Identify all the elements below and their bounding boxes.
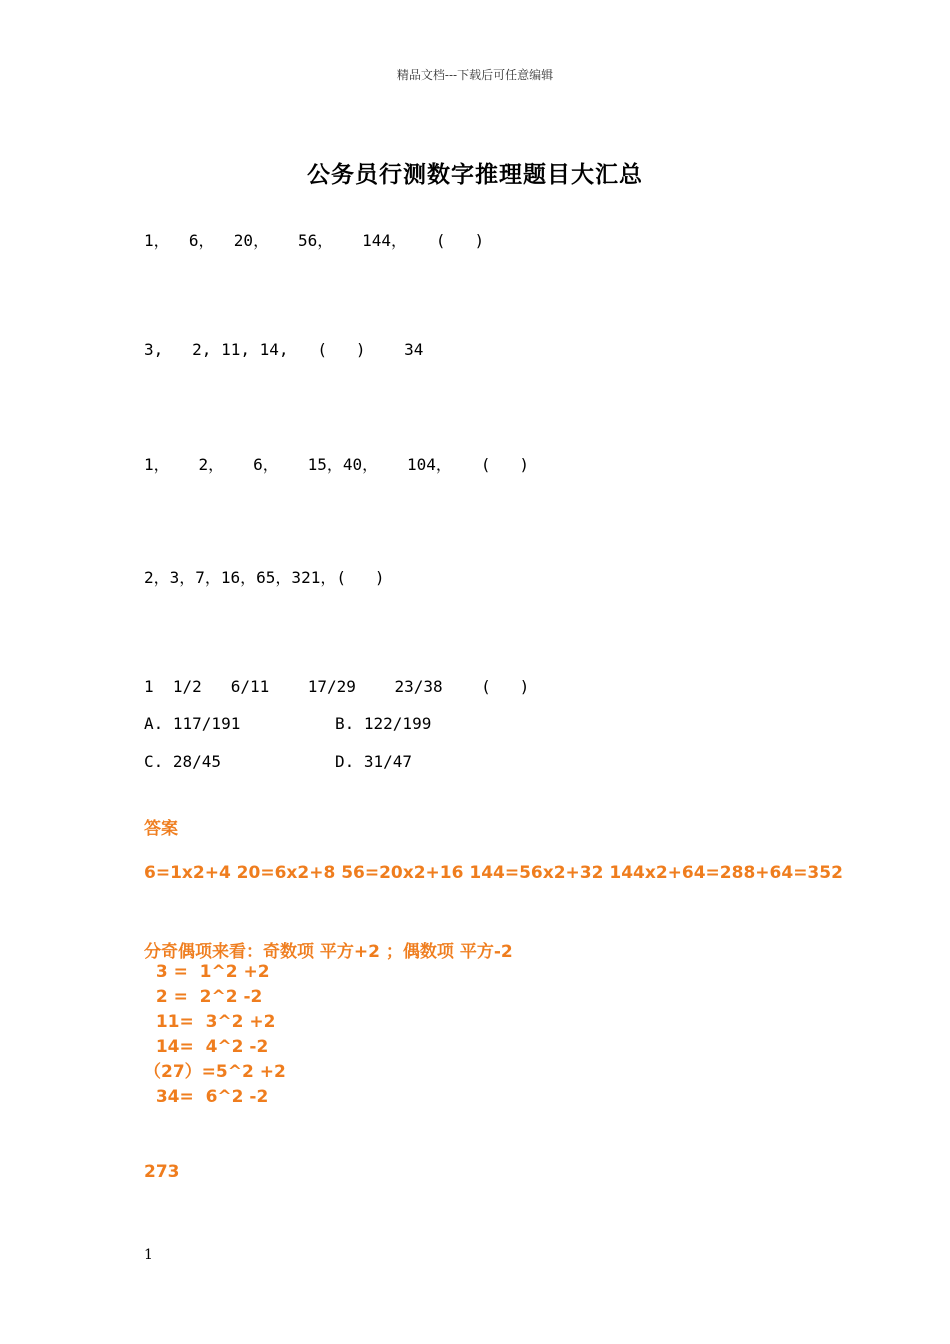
question-4: 2，3，7，16，65，321，( ) [144,568,385,587]
answer-q2-intro: 分奇偶项来看：奇数项 平方+2 ；偶数项 平方-2 [144,942,513,962]
answer-q2-line: 11= 3^2 +2 [144,1012,276,1032]
option-a: A. 117/191 [144,714,241,733]
question-1: 1， 6， 20， 56， 144， ( ) [144,231,485,250]
question-5: 1 1/2 6/11 17/29 23/38 ( ) [144,677,530,696]
answer-q2-line: （27）=5^2 +2 [144,1062,286,1082]
document-title: 公务员行测数字推理题目大汇总 [307,162,643,188]
option-d: D. 31/47 [335,752,413,771]
question-2: 3, 2, 11, 14, ( ) 34 [144,340,424,359]
answer-heading: 答案 [144,819,178,839]
option-b: B. 122/199 [335,714,432,733]
question-3: 1， 2， 6， 15，40， 104， ( ) [144,455,529,474]
answer-q3: 273 [144,1162,180,1182]
answer-q2-line: 14= 4^2 -2 [144,1037,269,1057]
answer-q2-line: 2 = 2^2 -2 [144,987,263,1007]
option-c: C. 28/45 [144,752,222,771]
answer-q2-line: 3 = 1^2 +2 [144,962,270,982]
page-number: 1 [144,1247,153,1263]
answer-q2-line: 34= 6^2 -2 [144,1087,269,1107]
answer-q1: 6=1x2+4 20=6x2+8 56=20x2+16 144=56x2+32 144x2+64=288+64=352 [144,863,843,883]
header-note: 精品文档---下载后可任意编辑 [396,68,554,82]
